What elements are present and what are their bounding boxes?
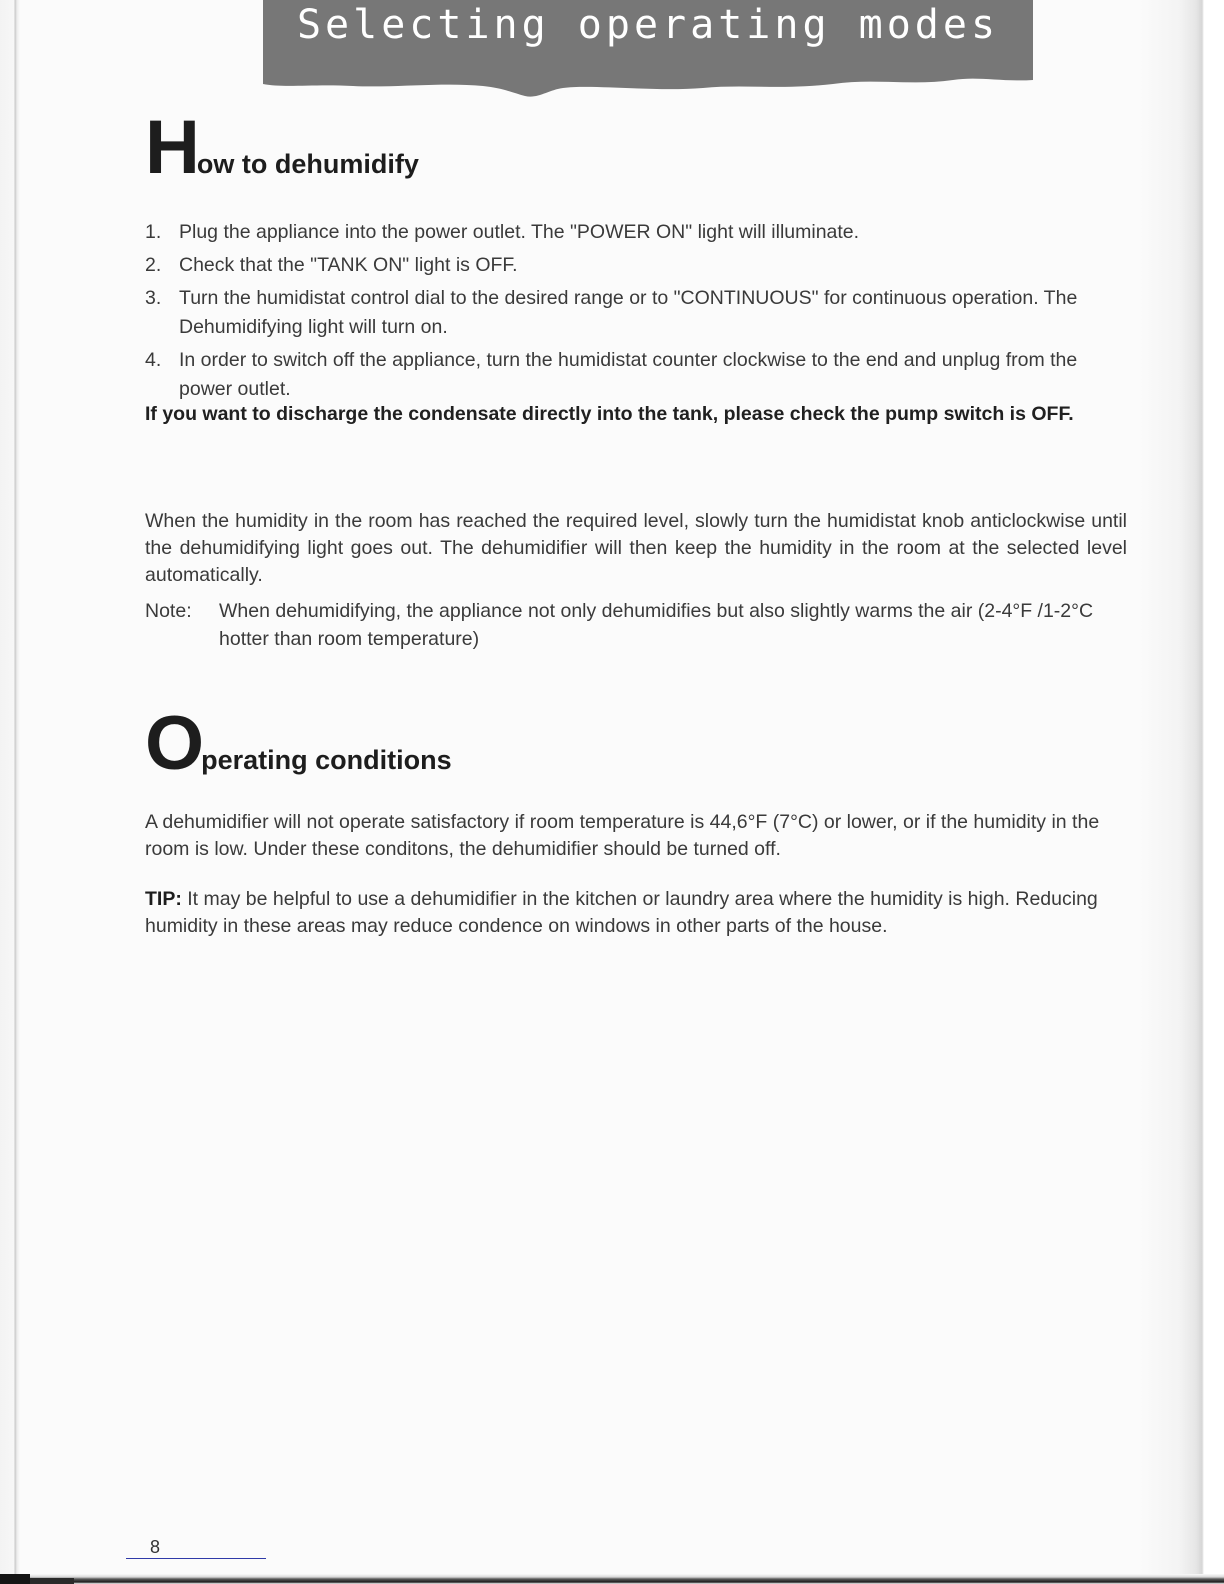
corner-mark-icon xyxy=(0,1570,74,1584)
page-title: Selecting operating modes xyxy=(296,2,1000,48)
list-item xyxy=(145,218,1130,247)
steps-list xyxy=(145,218,1130,404)
step-text: Plug the appliance into the power outlet. The "POWER ON" light will illuminate. xyxy=(179,221,860,243)
heading-initial: O xyxy=(145,701,205,786)
scan-bottom-edge xyxy=(0,1574,1224,1584)
tip-text: It may be helpful to use a dehumidifier in the kitchen or laundry area where the humidity is high. Reducing humidity in these areas may reduce condence on windows in other parts of the house. xyxy=(145,887,1098,937)
list-item xyxy=(145,346,1130,404)
operating-conditions-paragraph: A dehumidifier will not operate satisfactory if room temperature is 44,6°F (7°C) or lower, or if the humidity in the room is low. Under these conditons, the dehumidifier should be turned off. xyxy=(145,810,1100,860)
heading-initial: H xyxy=(145,105,200,190)
step-text: Turn the humidistat control dial to the desired range or to "CONTINUOUS" for continuous operation. The Dehumidifying light will turn on. xyxy=(179,287,1078,338)
scan-right-edge xyxy=(1140,0,1224,1584)
step-number: 2. xyxy=(145,254,162,276)
section-heading-dehumidify xyxy=(145,105,419,190)
list-item xyxy=(145,284,1130,342)
step-text: Check that the "TANK ON" light is OFF. xyxy=(179,254,518,276)
step-number: 3. xyxy=(145,287,162,309)
footer-rule xyxy=(126,1558,266,1559)
heading-text: ow to dehumidify xyxy=(196,149,419,179)
step-number: 4. xyxy=(145,349,162,371)
tip-paragraph xyxy=(145,886,1127,940)
step-number: 1. xyxy=(145,221,162,243)
scan-left-edge xyxy=(0,0,20,1584)
header-banner xyxy=(263,0,1033,100)
note-text: When dehumidifying, the appliance not only dehumidifies but also slightly warms the air (2-4°F /1-2°C hotter than room temperature) xyxy=(219,600,1094,650)
page-number: 8 xyxy=(150,1537,161,1557)
tip-label: TIP: xyxy=(145,887,182,910)
pump-switch-warning: If you want to discharge the condensate directly into the tank, please check the pump switch is OFF. xyxy=(145,403,1074,425)
step-text: In order to switch off the appliance, turn the humidistat counter clockwise to the end and unplug from the power outlet. xyxy=(179,349,1078,400)
heading-text: perating conditions xyxy=(201,745,452,775)
humidity-level-paragraph: When the humidity in the room has reached the required level, slowly turn the humidistat knob anticlockwise until the dehumidifying light goes out. The dehumidifier will then keep the humidity in the room at the selected level automatically. xyxy=(145,509,1127,586)
section-heading-operating-conditions xyxy=(145,701,452,786)
note-label: Note: xyxy=(145,600,192,622)
list-item xyxy=(145,251,1130,280)
